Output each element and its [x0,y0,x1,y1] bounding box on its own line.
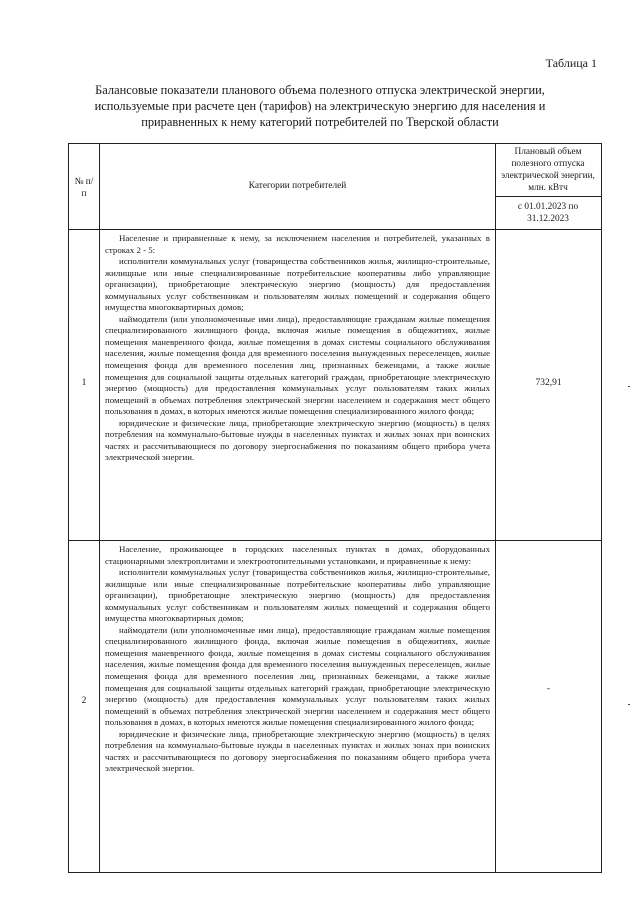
scan-margin-mark [628,704,630,705]
row-1-paragraph: юридические и физические лица, приобретающие электрическую энергию (мощность) в целях потребления на коммунально-бытовые нужды в населенных пунктах и жилых зонах при воинских частях и рассчитывающиеся по договору энергоснабжения по показаниям общего прибора учета электрической энергии. [105,417,490,463]
header-period: с 01.01.2023 по 31.12.2023 [517,202,579,224]
table-number-label: Таблица 1 [545,56,597,70]
header-bottom-line [69,229,601,230]
row-1-paragraph: наймодатели (или уполномоченные ими лица), предоставляющие гражданам жилые помещения специализированного жилищного фонда, включая жилые помещения в общежитиях, жилые помещения маневренного фонда, жилые помещения в домах системы социального обслуживания населения, жилые помещения фонда для временного поселения вынужденных переселенцев, жилые помещения фонда для временного поселения лиц, признанных беженцами, а также жилые помещения для социальной защиты отдельных категорий граждан, приобретающие электрическую энергию (мощность) для предоставления коммунальных услуг пользователям таких жилых помещений в объемах потребления электрической энергии населением и содержания мест общего пользования в домах, в которых имеются жилые помещения специализированного жилого фонда; [105,313,490,417]
header-num: № п/п [74,177,94,199]
row-divider [69,540,601,541]
row-2-paragraph: наймодатели (или уполномоченные ими лица), предоставляющие гражданам жилые помещения специализированного жилищного фонда, включая жилые помещения в общежитиях, жилые помещения маневренного фонда, жилые помещения в домах системы социального обслуживания населения, жилые помещения фонда для временного поселения вынужденных переселенцев, жилые помещения фонда для временного поселения лиц, признанных беженцами, а также жилые помещения для социальной защиты отдельных категорий граждан, приобретающие электрическую энергию (мощность) для предоставления коммунальных услуг пользователям таких жилых помещений в объемах потребления электрической энергии населением и содержания мест общего пользования в домах, в которых имеются жилые помещения специализированного жилого фонда; [105,624,490,728]
document-title: Балансовые показатели планового объема полезного отпуска электрической энергии, используемые при расчете цен (тарифов) на электрическую энергию для населения и приравненных к нему категорий потребителей по Тверской области [94,83,546,129]
header-volume: Плановый объем полезного отпуска электрической энергии, млн. кВтч [501,147,595,193]
row-1-description [105,233,490,464]
scan-margin-mark [628,386,630,387]
row-1-number: 1 [81,378,87,388]
row-2-number: 2 [81,696,87,706]
row-1-value: 732,91 [535,378,562,388]
row-2-paragraph: исполнители коммунальных услуг (товарищества собственников жилья, жилищно-строительные, жилищные или иные специализированные потребительские кооперативы либо управляющие организации), приобретающие электрическую энергию (мощность) для предоставления коммунальных услуг собственникам и пользователям жилых помещений и содержания общего имущества многоквартирных домов; [105,567,490,624]
row-2-description [105,544,490,775]
row-1-paragraph: Население и приравненные к нему, за исключением населения и потребителей, указанных в строках 2 - 5: [105,233,490,255]
row-2-paragraph: юридические и физические лица, приобретающие электрическую энергию (мощность) в целях потребления на коммунально-бытовые нужды в населенных пунктах и жилых зонах при воинских частях и рассчитывающиеся по договору энергоснабжения по показаниям общего прибора учета электрической энергии. [105,728,490,774]
header-split-line [495,196,601,197]
col-divider-1 [99,144,100,872]
balance-table [68,143,602,873]
row-1-paragraph: исполнители коммунальных услуг (товарищества собственников жилья, жилищно-строительные, жилищные или иные специализированные потребительские кооперативы либо управляющие организации), приобретающие электрическую энергию (мощность) для предоставления коммунальных услуг собственникам и пользователям жилых помещений и содержания общего имущества многоквартирных домов; [105,256,490,313]
row-2-value: - [546,684,551,694]
header-category: Категории потребителей [248,181,347,191]
row-2-paragraph: Население, проживающее в городских населенных пунктах в домах, оборудованных стационарными электроплитами и электроотопительными установками, и приравненные к нему: [105,544,490,566]
col-divider-2 [495,144,496,872]
